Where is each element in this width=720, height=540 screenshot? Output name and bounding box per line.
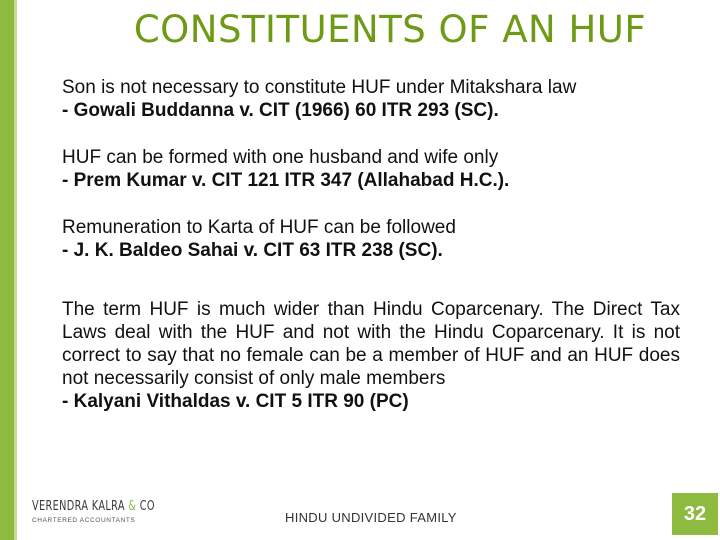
- logo-ampersand: &: [128, 498, 137, 514]
- page-number-badge: 32: [672, 493, 718, 535]
- logo-wordmark: [32, 498, 155, 514]
- paragraph-2: [62, 146, 680, 192]
- logo-co: CO: [139, 498, 155, 514]
- footer-title: HINDU UNDIVIDED FAMILY: [285, 510, 457, 525]
- case-citation: - Prem Kumar v. CIT 121 ITR 347 (Allahabad H.C.).: [62, 170, 510, 191]
- logo-subtitle: CHARTERED ACCOUNTANTS: [32, 517, 136, 524]
- case-citation: - Kalyani Vithaldas v. CIT 5 ITR 90 (PC): [62, 391, 409, 412]
- slide-title: CONSTITUENTS OF AN HUF: [133, 8, 647, 51]
- paragraph-text: Son is not necessary to constitute HUF under Mitakshara law: [62, 77, 577, 98]
- case-citation: - Gowali Buddanna v. CIT (1966) 60 ITR 293 (SC).: [62, 100, 499, 121]
- paragraph-text: HUF can be formed with one husband and wife only: [62, 147, 499, 168]
- paragraph-3: [62, 216, 680, 262]
- logo-name: VERENDRA KALRA: [32, 498, 125, 514]
- firm-logo: [32, 498, 154, 538]
- slide-content: [62, 76, 680, 413]
- left-accent-bar: [0, 0, 14, 540]
- case-citation: - J. K. Baldeo Sahai v. CIT 63 ITR 238 (SC).: [62, 240, 443, 261]
- paragraph-text: Remuneration to Karta of HUF can be followed: [62, 217, 456, 238]
- paragraph-text: The term HUF is much wider than Hindu Coparcenary. The Direct Tax Laws deal with the HUF and not with the Hindu Coparcenary. It is not correct to say that no female can be a member of HUF and an HUF does not necessarily consist of only male members: [62, 299, 680, 389]
- left-accent-bar-edge: [14, 0, 17, 540]
- paragraph-1: [62, 76, 680, 122]
- paragraph-4: [62, 298, 680, 413]
